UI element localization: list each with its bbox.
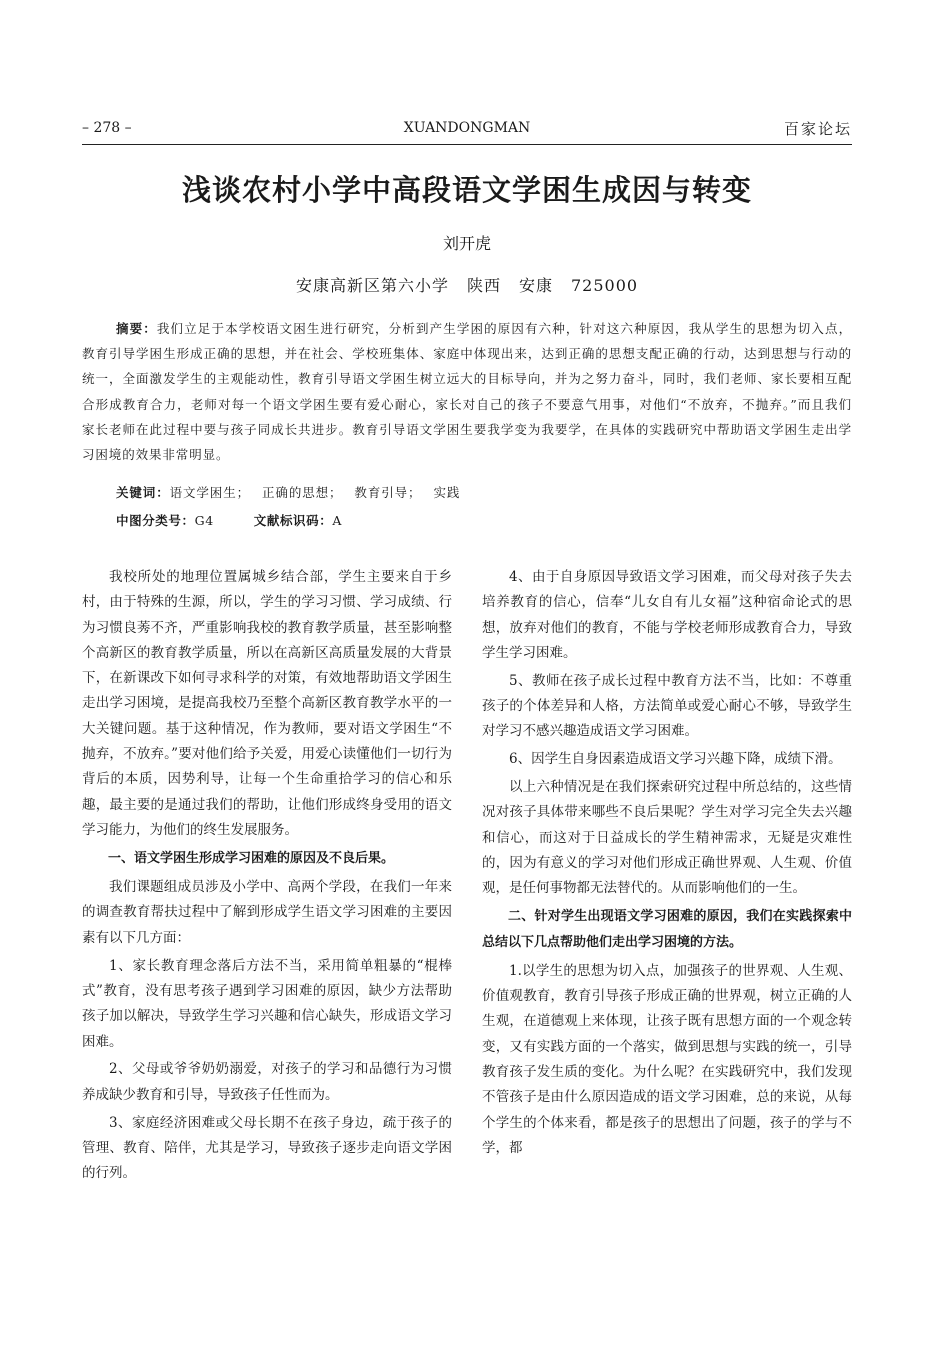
affiliation-province: 陕西 xyxy=(466,276,501,295)
abstract xyxy=(82,316,852,467)
author-affiliation xyxy=(82,273,852,296)
author-name: 刘开虎 xyxy=(442,234,491,253)
doc-code-label: 文献标识码： xyxy=(253,513,333,528)
page-header xyxy=(82,118,852,145)
paragraph: 4、由于自身原因导致语文学习困难，而父母对孩子失去培养教育的信心，信奉“儿女自有儿女福”这种宿命论式的思想，放弃对他们的教育，不能与学校老师形成教育合力，导致学生学习困难。 xyxy=(482,569,852,661)
keywords xyxy=(116,483,852,501)
keywords-label: 关键词： xyxy=(116,485,170,500)
paragraph: 6、因学生自身因素造成语文学习兴趣下降，成绩下滑。 xyxy=(509,751,842,768)
paragraph: 5、教师在孩子成长过程中教育方法不当，比如：不尊重孩子的个体差异和人格，方法简单或爱心耐心不够，导致学生对学习不感兴趣造成语文学习困难。 xyxy=(482,672,852,740)
section-heading: 一、语文学困生形成学习困难的原因及不良后果。 xyxy=(108,850,395,866)
keyword: 教育引导； xyxy=(354,485,422,500)
clc-label: 中图分类号： xyxy=(116,513,195,528)
page-number: – 278 – xyxy=(82,120,132,136)
paragraph: 1.以学生的思想为切入点，加强孩子的世界观、人生观、价值观教育，教育引导孩子形成正确的世界观，树立正确的人生观，在道德观上来体现，让孩子既有思想方面的一个观念转变，又有实践方面的一个落实，做到思想与实践的统一，引导教育孩子发生质的变化。为什么呢？在实践研究中，我们发现不管孩子是由什么原因造成的语文学习困难，总的来说，从每个学生的个体来看，都是孩子的思想出了问题，孩子的学与不学，都 xyxy=(482,962,852,1156)
classification-line xyxy=(116,511,852,529)
keyword: 正确的思想； xyxy=(262,485,343,500)
paragraph: 1、家长教育理念落后方法不当，采用简单粗暴的“棍棒式”教育，没有思考孩子遇到学习困难的原因，缺少方法帮助孩子加以解决，导致学生学习兴趣和信心缺失，形成语文学习困难。 xyxy=(82,957,452,1050)
section-name: 百家论坛 xyxy=(783,120,852,138)
clc-value: G4 xyxy=(194,513,214,528)
paragraph: 以上六种情况是在我们探索研究过程中所总结的，这些情况对孩子具体带来哪些不良后果呢？学生对学习完全失去兴趣和信心，而这对于日益成长的学生精神需求，无疑是灾难性的，因为有意义的学习对他们形成正确世界观、人生观、价值观，是任何事物都无法替代的。从而影响他们的一生。 xyxy=(482,779,852,897)
doc-code-value: A xyxy=(332,513,342,528)
abstract-label: 摘要： xyxy=(116,321,157,336)
keyword: 实践 xyxy=(433,485,461,500)
affiliation-school: 安康高新区第六小学 xyxy=(295,276,449,295)
journal-name: XUANDONGMAN xyxy=(403,120,531,136)
paragraph: 3、家庭经济困难或父母长期不在孩子身边，疏于孩子的管理、教育、陪伴，尤其是学习，导致孩子逐步走向语文学困的行列。 xyxy=(82,1114,452,1182)
body-column-left xyxy=(82,565,452,1189)
paragraph: 我校所处的地理位置属城乡结合部，学生主要来自于乡村，由于特殊的生源，所以，学生的学习习惯、学习成绩、行为习惯良莠不齐，严重影响我校的教育教学质量，甚至影响整个高新区的教育教学质量，所以在高新区高质量发展的大背景下，在新课改下如何寻求科学的对策，有效地帮助语文学困生走出学习困境，是提高我校乃至整个高新区教育教学水平的一大关键问题。基于这种情况，作为教师，要对语文学困生“不抛弃，不放弃。”要对他们给予关爱，用爱心读懂他们一切行为背后的本质，因势利导，让每一个生命重拾学习的信心和乐趣，最主要的是通过我们的帮助，让他们形成终身受用的语文学习能力，为他们的终生发展服务。 xyxy=(82,569,452,838)
affiliation-postcode: 725000 xyxy=(570,276,639,295)
section-heading: 二、针对学生出现语文学习困难的原因，我们在实践探索中总结以下几点帮助他们走出学习困境的方法。 xyxy=(482,909,852,950)
body-column-right xyxy=(482,565,852,1164)
paragraph: 我们课题组成员涉及小学中、高两个学段，在我们一年来的调查教育帮扶过程中了解到形成学生语文学习困难的主要因素有以下几方面： xyxy=(82,879,452,946)
paragraph: 2、父母或爷爷奶奶溺爱，对孩子的学习和品德行为习惯养成缺少教育和引导，导致孩子任性而为。 xyxy=(82,1061,452,1103)
affiliation-city: 安康 xyxy=(518,276,553,295)
keyword: 语文学困生； xyxy=(169,485,251,500)
article-title: 浅谈农村小学中高段语文学困生成因与转变 xyxy=(181,173,752,207)
abstract-text: 我们立足于本学校语文困生进行研究，分析到产生学困的原因有六种，针对这六种原因，我从学生的思想为切入点，教育引导学困生形成正确的思想，并在社会、学校班集体、家庭中体现出来，达到正确的思想支配正确的行动，达到思想与行动的统一，全面激发学生的主观能动性，教育引导语文学困生树立远大的目标导向，并为之努力奋斗，同时，我们老师、家长要相互配合形成教育合力，老师对每一个语文学困生要有爱心耐心，家长对自己的孩子不要意气用事，对他们“不放弃，不抛弃。”而且我们家长老师在此过程中要与孩子同成长共进步。教育引导语文学困生要我学变为我要学，在具体的实践研究中帮助语文学困生走出学习困境的效果非常明显。 xyxy=(82,321,852,463)
